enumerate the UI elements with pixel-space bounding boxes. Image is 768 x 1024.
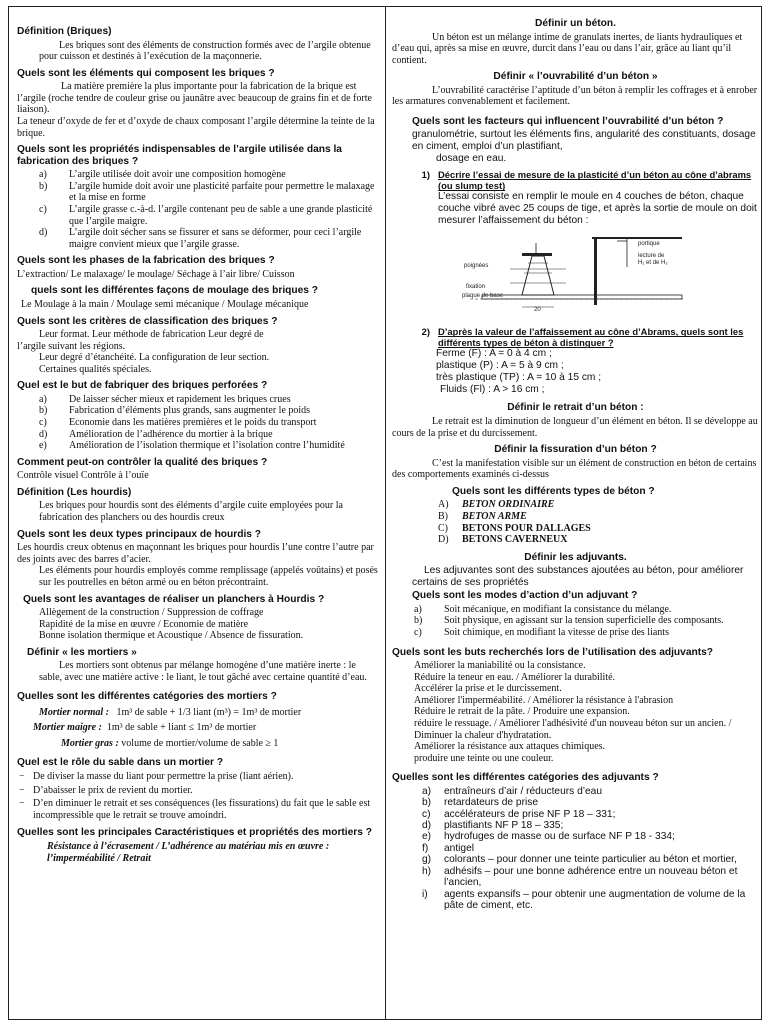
paragraph: Contrôle visuel Contrôle à l’ouïe: [17, 470, 149, 482]
paragraph: Allègement de la construction / Suppression de coffrage: [39, 607, 264, 618]
paragraph: Les hourdis creux obtenus en maçonnant les briques pour hourdis l’une contre l’autre par des joints avec des barres d’acier.: [17, 542, 374, 565]
list-item: c) L’argile grasse c.-à-d. l’argile contenant peu de sable a une grande plasticité que l’argile maigre.: [39, 203, 373, 227]
list-item: B) BETON ARME: [438, 510, 527, 522]
list-item: − De diviser la masse du liant pour permettre la prise (liant aérien).: [19, 771, 294, 783]
paragraph: La teneur d’oxyde de fer et d’oxyde de chaux composant l’argile détermine la teinte de la brique.: [17, 115, 375, 139]
list-item: c) accélérateurs de prise NF P 18 – 331;: [422, 808, 616, 820]
list-item: e) Amélioration de l’isolation thermique et l’isolation contre l’humidité: [39, 440, 345, 452]
document-page: [8, 6, 762, 1020]
fig-label-plaque: plaque de base: [462, 293, 504, 300]
heading-question: Quels sont les éléments qui composent les briques ?: [17, 67, 275, 79]
goals-lines: [392, 660, 759, 764]
heading-question: Quels sont les propriétés indispensables de l’argile utilisée dans la fabrication des briques ?: [17, 144, 342, 167]
paragraph: Rapidité de la mise en œuvre / Economie de matière: [39, 618, 249, 630]
heading-fissuration: Définir la fissuration d’un béton ?: [494, 444, 657, 456]
goal-line: réduire le ressuage. / Améliorer l'adhésivité d'un nouveau béton sur un ancien. / Diminuer la chaleur d'hydratation.: [414, 717, 732, 741]
list-item: h) adhésifs – pour une bonne adhérence entre un nouveau béton et l’ancien,: [422, 865, 738, 889]
heading-adjuvants: Définir les adjuvants.: [524, 551, 627, 563]
slump-class: Ferme (F) : A = 0 à 4 cm ;: [436, 348, 552, 360]
mortar-gras: Mortier gras : volume de mortier/volume de sable ≥ 1: [61, 737, 279, 749]
paragraph: Les briques pour hourdis sont des éléments d’argile cuite employées pour la fabrication des planchers ou des hourdis creux: [39, 500, 343, 524]
heading-question: Quels sont les critères de classification des briques ?: [17, 315, 278, 327]
fig-label-fixation: fixation: [466, 284, 486, 291]
goal-line: produire une teinte ou une couleur.: [414, 752, 554, 764]
paragraph: granulométrie, surtout les éléments fins, angularité des constituants, dosage en ciment, emploi d’un plastifiant,: [412, 129, 756, 153]
paragraph: dosage en eau.: [436, 153, 507, 165]
heading-question: Quelles sont les différentes catégories des mortiers ?: [17, 691, 277, 703]
paragraph: Les mortiers sont obtenus par mélange homogène d’une matière inerte : le sable, avec une matière active : le liant, le tout gâché avec certaine quantité d’eau.: [39, 660, 367, 683]
slump-class: plastique (P) : A = 5 à 9 cm ;: [436, 360, 564, 372]
list-item: a) Soit mécanique, en modifiant la consistance du mélange.: [414, 603, 672, 615]
goal-line: Réduire le retrait de la pâte. / Produire une expansion.: [414, 706, 630, 718]
heading-question: quels sont les différentes façons de moulage des briques ?: [31, 285, 319, 297]
fig-label-lecture: lecture de: [638, 253, 665, 260]
list-item: e) hydrofuges de masse ou de surface NF P 18 - 334;: [422, 831, 675, 843]
goal-line: Améliorer la maniabilité ou la consistance.: [414, 660, 586, 671]
fig-label-h: H₁ et de H₂: [638, 260, 668, 267]
list-item: b) Soit physique, en agissant sur la tension superficielle des composants.: [414, 615, 724, 627]
list-item: − D’abaisser le prix de revient du mortier.: [19, 785, 193, 797]
list-item: d) plastifiants NF P 18 – 335;: [422, 820, 564, 832]
fig-label-dim: 20: [534, 307, 541, 312]
beton-types-list: [392, 499, 759, 545]
goal-line: Améliorer la résistance aux attaques chimiques.: [414, 741, 606, 753]
heading-question: Quels sont les buts recherchés lors de l’utilisation des adjuvants?: [392, 646, 713, 658]
list-item: c) Soit chimique, en modifiant la vitesse de prise des liants: [414, 626, 669, 638]
paragraph: Leur degré d’étanchéité. La configuration de leur section.: [39, 352, 270, 364]
list-item: − D’en diminuer le retrait et ses conséquences (les fissurations) du fait que le sable est incompressible que le retrait se trouve amoindri.: [19, 798, 371, 822]
heading-definition-beton: Définir un béton.: [535, 18, 616, 29]
sand-role-list: [17, 770, 381, 822]
paragraph: Les adjuvantes sont des substances ajoutées au béton, pour améliorer certains de ses propriétés: [412, 565, 744, 589]
list-item: d) Amélioration de l’adhérence du mortier à la brique: [39, 428, 273, 440]
list-item: a) L’argile utilisée doit avoir une composition homogène: [39, 169, 286, 181]
goal-line: Accélérer la prise et le durcissement.: [414, 683, 562, 695]
heading-question: Quelles sont les différentes catégories des adjuvants ?: [392, 772, 659, 784]
properties-list: [17, 169, 381, 250]
heading-definition-hourdis: Définition (Les hourdis): [17, 486, 132, 498]
paragraph: La matière première la plus importante pour la fabrication de la brique est l’argile (roche tendre de couleur grise ou jaunâtre avec beaucoup de grains fin et de forte liaison).: [17, 81, 372, 116]
heading-question: Quelles sont les principales Caractéristiques et propriétés des mortiers ?: [17, 827, 372, 839]
heading-ouvrabilite: Définir « l’ouvrabilité d’un béton »: [493, 71, 658, 83]
slump-class: très plastique (TP) : A = 10 à 15 cm ;: [436, 372, 602, 384]
heading-definition-briques: Définition (Briques): [17, 26, 112, 37]
adjuvant-modes-list: [392, 604, 759, 639]
paragraph: Les briques sont des éléments de construction formés avec de l’argile obtenue pour cuisson et destinés à l’exécution de la maçonnerie.: [39, 39, 371, 63]
paragraph: Bonne isolation thermique et Acoustique / Absence de fissuration.: [39, 630, 304, 642]
list-item: c) Economie dans les matières premières et le poids du transport: [39, 417, 317, 429]
list-item: g) colorants – pour donner une teinte particulier au béton et mortier,: [422, 854, 737, 866]
heading-definition-mortiers: Définir « les mortiers »: [27, 646, 137, 658]
mortar-normal: Mortier normal : 1m³ de sable + 1/3 liant (m³) = 1m³ de mortier: [39, 706, 302, 718]
mortar-maigre: Mortier maigre : 1m³ de sable + liant ≤ 1m³ de mortier: [33, 721, 257, 733]
slump-test-figure: [462, 233, 692, 311]
heading-retrait: Définir le retrait d’un béton :: [507, 402, 644, 414]
goal-line: Améliorer l'imperméabilité. / Améliorer la résistance à l'abrasion: [414, 694, 674, 706]
paragraph: L’extraction/ Le malaxage/ le moulage/ Séchage à l’air libre/ Cuisson: [17, 268, 295, 280]
heading-question: Comment peut-on contrôler la qualité des briques ?: [17, 456, 268, 468]
list-item: D) BETONS CAVERNEUX: [438, 534, 568, 546]
numbered-question-2: 2) D’après la valeur de l’affaissement au cône d’Abrams, quels sont les différents types de béton à distinguer ?: [421, 326, 744, 349]
heading-question: Quels sont les modes d’action d’un adjuvant ?: [412, 590, 638, 602]
fig-label-portique: portique: [638, 241, 660, 248]
list-item: C) BETONS POUR DALLAGES: [438, 522, 591, 534]
list-item: A) BETON ORDINAIRE: [438, 499, 555, 511]
list-item: a) entraîneurs d’air / réducteurs d’eau: [422, 785, 602, 797]
paragraph: Le retrait est la diminution de longueur d’un élément en béton. Il se développe au cours de la prise et du durcissement.: [392, 415, 758, 439]
slump-class: Fluids (Fl) : A > 16 cm ;: [440, 384, 545, 396]
list-item: i) agents expansifs – pour obtenir une augmentation de volume de la pâte de ciment, etc.: [422, 888, 746, 911]
heading-question: Quels sont les avantages de réaliser un planchers à Hourdis ?: [23, 593, 325, 605]
list-item: d) L’argile doit sécher sans se fissurer et sans se déformer, pour ceci l’argile maigre convient mieux que l’argile grasse.: [39, 227, 362, 250]
paragraph: Certaines qualités spéciales.: [39, 363, 152, 375]
list-item: f) antigel: [422, 842, 475, 854]
paragraph: Le Moulage à la main / Moulage semi mécanique / Moulage mécanique: [21, 298, 309, 310]
perforated-bricks-list: [17, 394, 381, 452]
heading-question: Quel est le rôle du sable dans un mortier ?: [17, 756, 224, 768]
paragraph: Résistance à l’écrasement / L’adhérence au matériau mis en œuvre : l’imperméabilité / Retrait: [47, 840, 330, 864]
paragraph: l’argile suivant les régions.: [17, 340, 126, 352]
heading-question: Quels sont les deux types principaux de hourdis ?: [17, 528, 261, 540]
list-item: b) Fabrication d’éléments plus grands, sans augmenter le poids: [39, 405, 311, 417]
left-column: [9, 7, 385, 1019]
paragraph: Les éléments pour hourdis employés comme remplissage (appelés voûtains) et posés sur les poutrelles en béton armé ou en béton précontraint.: [39, 565, 378, 588]
list-item: a) De laisser sécher mieux et rapidement les briques crues: [39, 393, 291, 405]
goal-line: Réduire la teneur en eau. / Améliorer la durabilité.: [414, 671, 616, 683]
heading-question: Quels sont les facteurs qui influencent l’ouvrabilité d’un béton ?: [412, 115, 724, 127]
heading-question: Quels sont les phases de la fabrication des briques ?: [17, 255, 275, 267]
list-item: b) retardateurs de prise: [422, 797, 539, 809]
heading-question: Quel est le but de fabriquer des briques perforées ?: [17, 380, 268, 392]
paragraph: C’est la manifestation visible sur un élément de construction en béton de certains des comportements examinés ci-dessus: [392, 457, 757, 481]
paragraph: L’ouvrabilité caractérise l’aptitude d’un béton à remplir les coffrages et à enrober les armatures convenablement et facilement.: [392, 84, 758, 108]
fig-label-poignees: poignées: [464, 263, 489, 270]
right-column: [385, 7, 761, 1019]
heading-question: Quels sont les différents types de béton ?: [452, 485, 655, 497]
numbered-question-1: 1) Décrire l’essai de mesure de la plasticité d’un béton au cône d’abrams (ou slump test): [421, 169, 752, 192]
paragraph: Leur format. Leur méthode de fabrication Leur degré de: [39, 329, 264, 340]
list-item: b) L’argile humide doit avoir une plasticité parfaite pour permettre le malaxage et la mise en forme: [39, 180, 375, 204]
paragraph: Un béton est un mélange intime de granulats inertes, de liants hydrauliques et d’eau qui, après sa mise en œuvre, durcit dans l’eau ou dans l’air, grâce au liant qu’il contient.: [392, 31, 743, 66]
adjuvant-categories-list: [392, 786, 759, 911]
paragraph: L’essai consiste en remplir le moule en 4 couches de béton, chaque couche vibré avec 25 coups de tige, et après la sortie de moule on doit mesurer l’affaissement du béton :: [438, 191, 757, 227]
